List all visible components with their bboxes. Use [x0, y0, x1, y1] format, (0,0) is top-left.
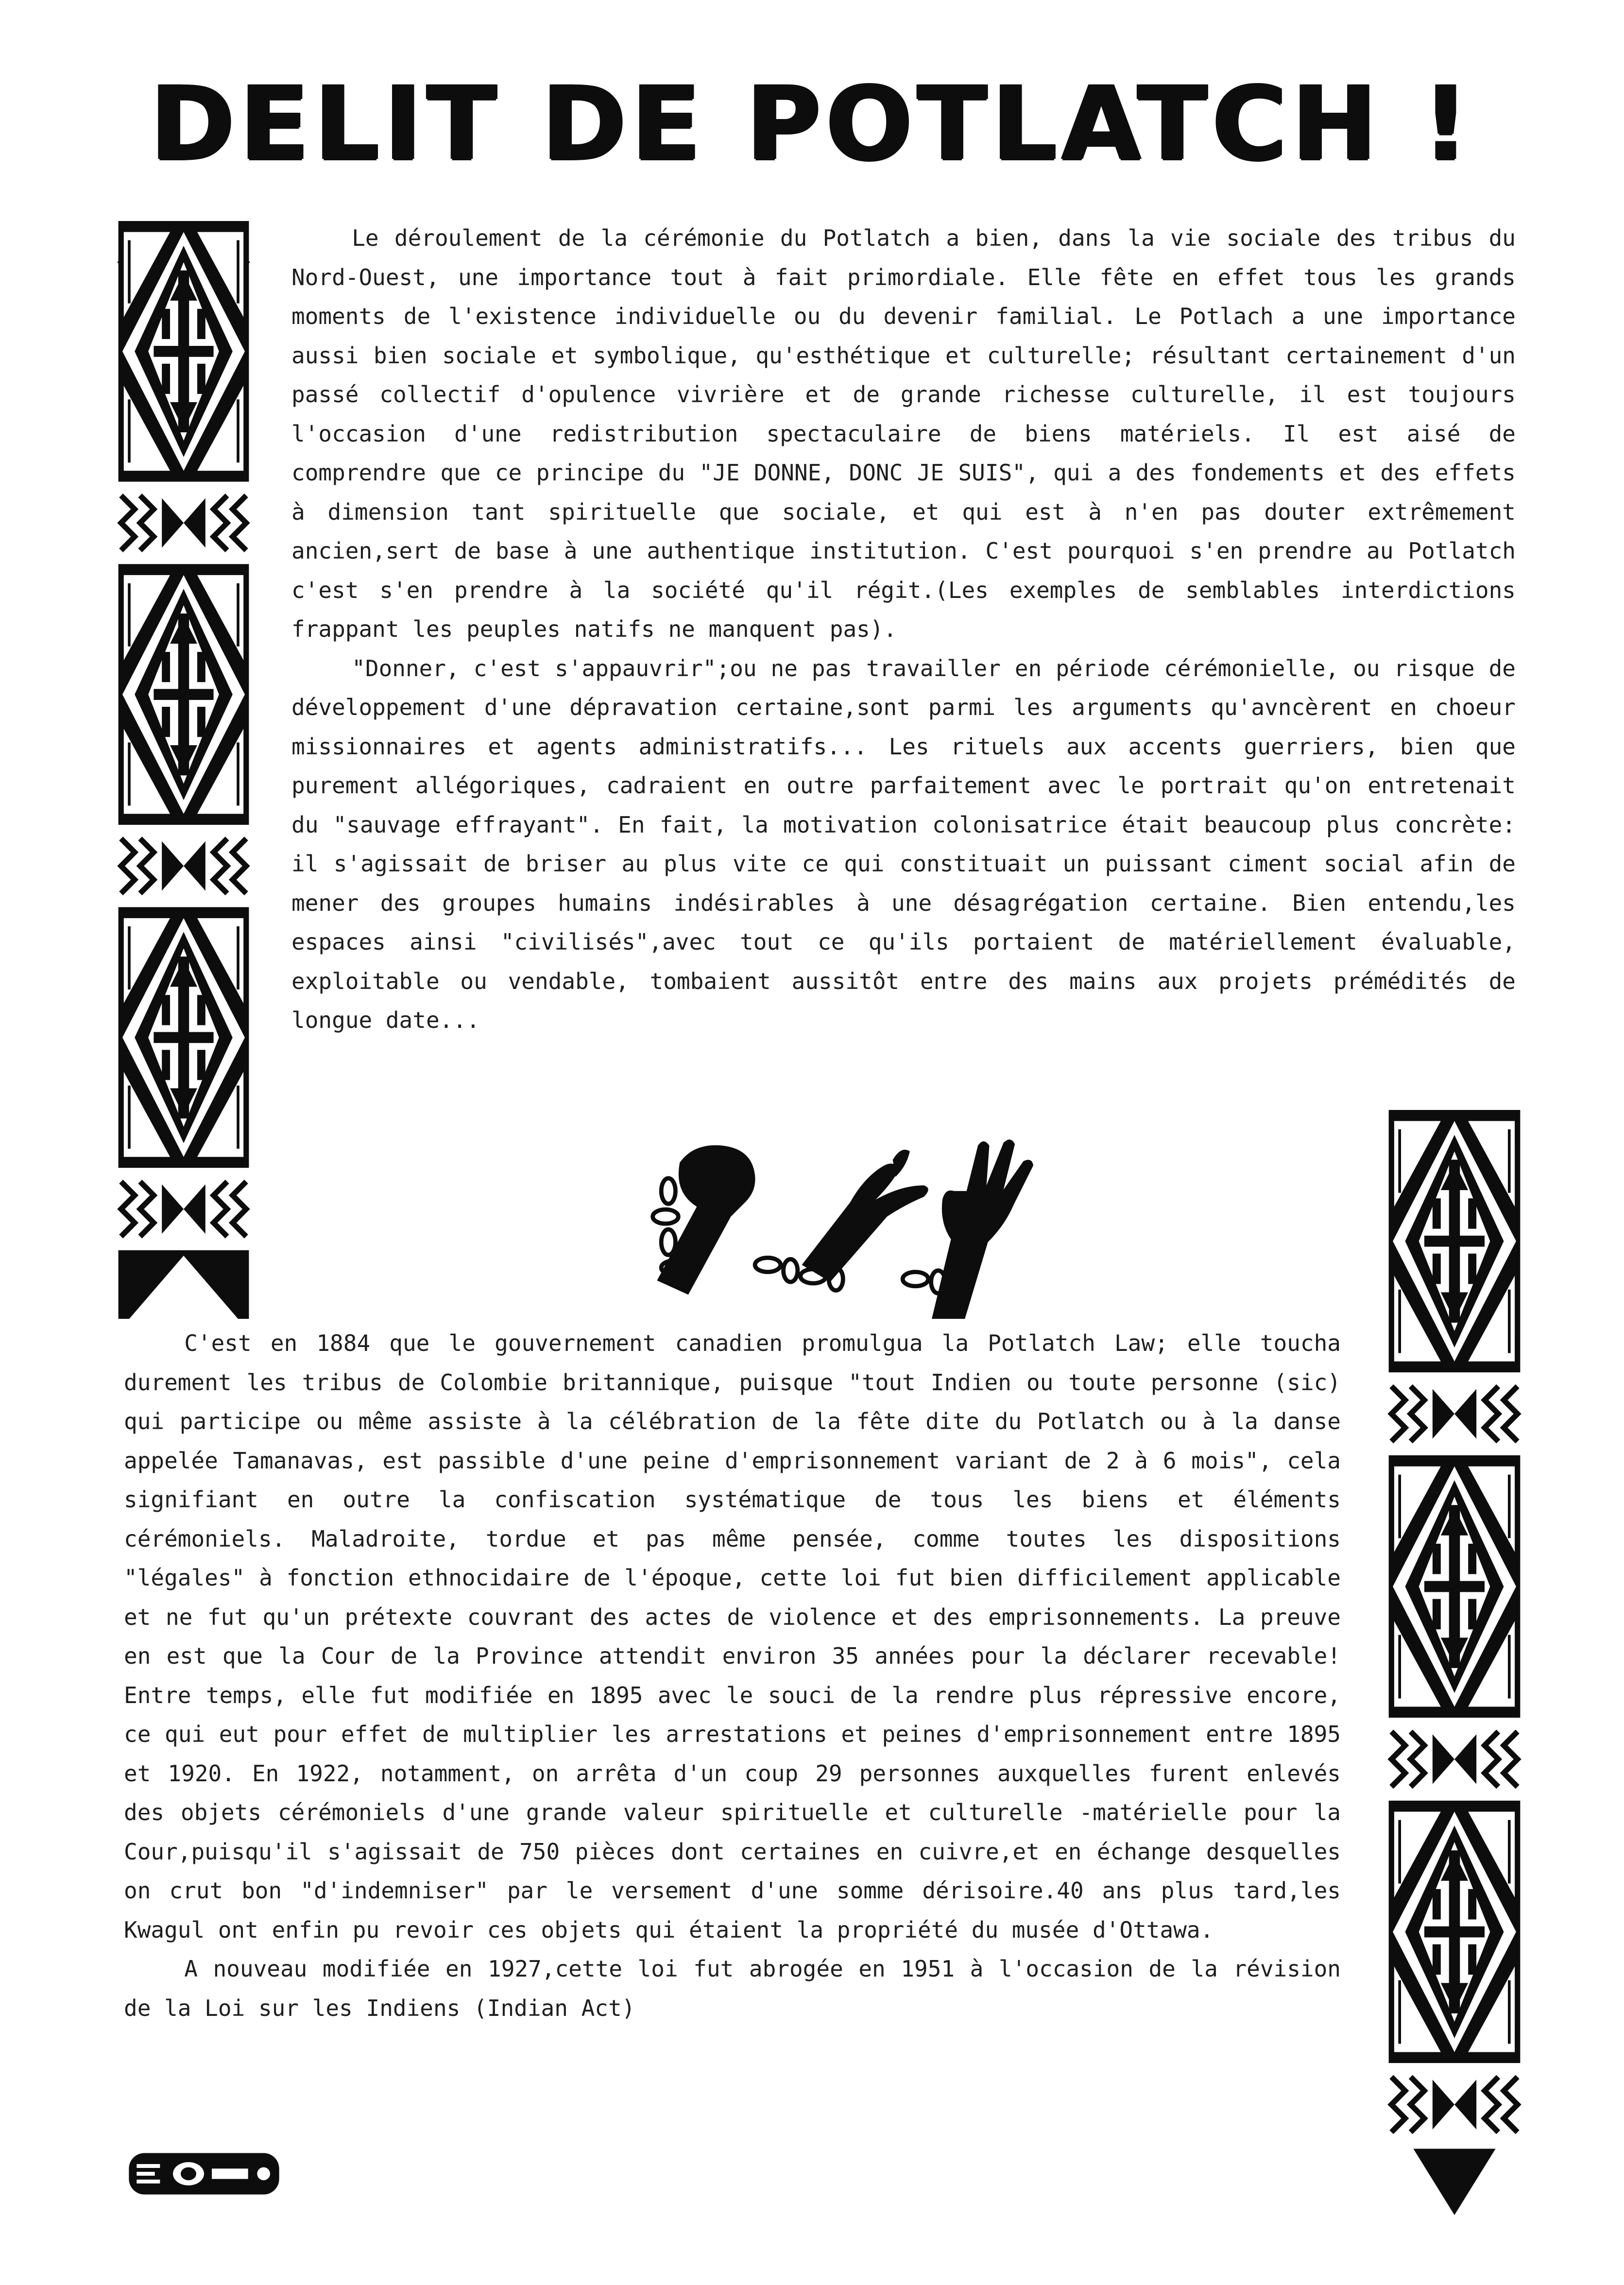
paragraph: Le déroulement de la cérémonie du Potlatch a bien, dans la vie sociale des tribus du Nord-Ouest, une importance tout à fait primordiale. Elle fête en effet tous les grands moments de l'existence individuelle ou du devenir familial. Le Potlach a une importance aussi bien sociale et symbolique, qu'esthétique et culturelle; résultant certainement d'un passé collectif d'opulence vivrière et de grande richesse culturelle, il est toujours l'occasion d'une redistribution spectaculaire de biens matériels. Il est aisé de comprendre que ce principe du "JE DONNE, DONC JE SUIS", qui a des fondements et des effets à dimension tant spirituelle que sociale, et qui est à n'en pas douter extrêmement ancien,sert de base à une authentique institution. C'est pourquoi s'en prendre au Potlatch c'est s'en prendre à la société qu'il régit.(Les exemples de semblables interdictions frappant les peuples natifs ne manquent pas). — [291, 225, 1516, 642]
paragraph: C'est en 1884 que le gouvernement canadien promulgua la Potlatch Law; elle toucha durement les tribus de Colombie britannique, puisque "tout Indien ou toute personne (sic) qui participe ou même assiste à la célébration de la fête dite du Potlatch ou à la danse appelée Tamanavas, est passible d'une peine d'emprisonnement variant de 2 à 6 mois", cela signifiant en outre la confiscation systématique de tous les biens et éléments cérémoniels. Maladroite, tordue et pas même pensée, comme toutes les dispositions "légales" à fonction ethnocidaire de l'époque, cette loi fut bien difficilement applicable et ne fut qu'un prétexte couvrant des actes de violence et des emprisonnements. La preuve en est que la Cour de la Province attendit environ 35 années pour la déclarer recevable! Entre temps, elle fut modifiée en 1895 avec le souci de la rendre plus répressive encore, ce qui eut pour effet de multiplier les arrestations et peines d'emprisonnement entre 1895 et 1920. En 1922, notamment, on arrêta d'un coup 29 personnes auxquelles furent enlevés des objets cérémoniels d'une grande valeur spirituelle et culturelle -matérielle pour la Cour,puisqu'il s'agissait de 750 pièces dont certaines en cuivre,et en échange desquelles on crut bon "d'indemniser" par le versement d'une somme dérisoire.40 ans plus tard,les Kwagul ont enfin pu revoir ces objets qui étaient la propriété du musée d'Ottawa. — [124, 1330, 1341, 1943]
paragraph: A nouveau modifiée en 1927,cette loi fut abrogée en 1951 à l'occasion de la révision de la Loi sur les Indiens (Indian Act) — [124, 1956, 1341, 2021]
article-body-top — [291, 219, 1516, 1040]
chained-hands-illustration — [632, 1134, 1069, 1319]
page-title: DELIT DE POTLATCH ! — [150, 64, 1474, 183]
paragraph: "Donner, c'est s'appauvrir";ou ne pas travailler en période cérémonielle, ou risque de développement d'une dépravation certaine,sont parmi les arguments qu'avncèrent en choeur missionnaires et agents administratifs... Les rituels aux accents guerriers, bien que purement allégoriques, cadraient en outre parfaitement avec le portrait qu'on entretenait du "sauvage effrayant". En fait, la motivation colonisatrice était beaucoup plus concrète: il s'agissait de briser au plus vite ce qui constituait un puissant ciment social afin de mener des groupes humains indésirables à une désagrégation certaine. Bien entendu,les espaces ainsi "civilisés",avec tout ce qu'ils portaient de matériellement évaluable, exploitable ou vendable, tombaient aussitôt entre des mains aux projets prémédités de longue date... — [291, 655, 1516, 1033]
northwest-coast-logo-icon — [126, 2147, 282, 2200]
tribal-pattern-strip-right — [1386, 1110, 1523, 2215]
article-body-bottom — [124, 1324, 1341, 2028]
tribal-pattern-strip-left — [116, 221, 252, 1319]
